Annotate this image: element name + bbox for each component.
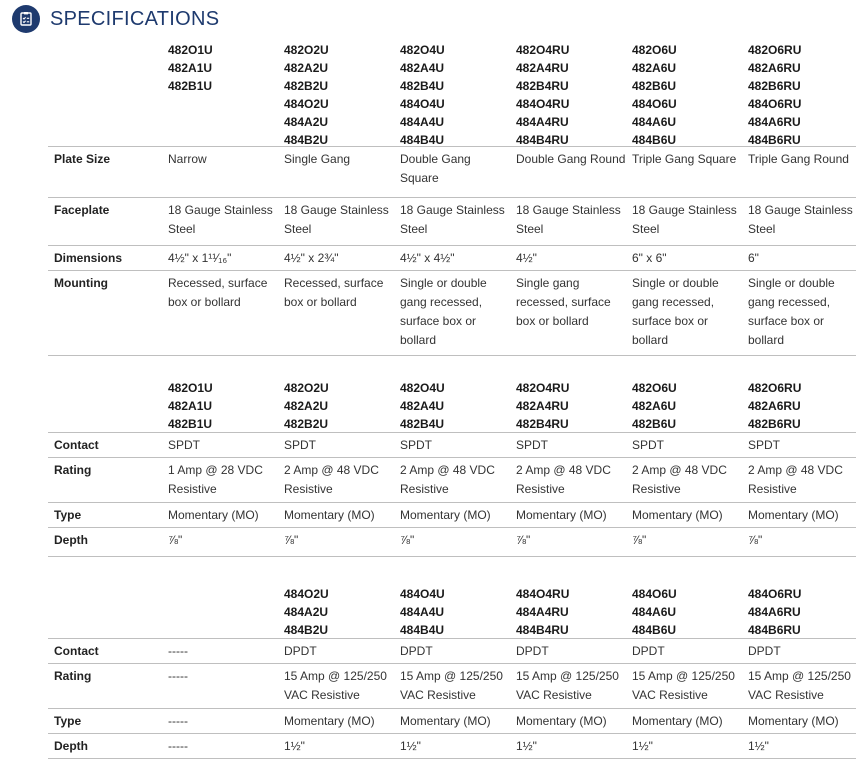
model-list (632, 582, 744, 639)
spec-value: Momentary (MO) (632, 714, 723, 728)
model-number: 484B2U (284, 623, 329, 637)
spec-value: Triple Gang Round (748, 152, 849, 166)
row-label: Depth (54, 739, 88, 753)
spec-row-contact (48, 433, 856, 458)
spec-value: 2 Amp @ 48 VDC Resistive (400, 463, 495, 496)
model-number: 484O4U (400, 97, 445, 111)
spec-value: 2 Amp @ 48 VDC Resistive (748, 463, 843, 496)
model-list (168, 376, 280, 433)
model-number: 484B6RU (748, 133, 801, 147)
model-number: 482B4RU (516, 417, 569, 431)
model-number: 482O6U (632, 43, 677, 57)
model-number: 484O6RU (748, 587, 802, 601)
model-number: 482A4RU (516, 399, 569, 413)
model-number: 482B2U (284, 79, 329, 93)
model-list (748, 582, 858, 639)
model-list (632, 38, 744, 149)
model-number: 482A6U (632, 399, 677, 413)
spec-value: Momentary (MO) (632, 508, 723, 522)
spec-value: SPDT (632, 438, 665, 452)
model-list (516, 38, 628, 149)
model-number: 484O4RU (516, 97, 570, 111)
model-number: 482B4U (400, 417, 445, 431)
model-number: 484B4U (400, 623, 445, 637)
spec-value: DPDT (400, 644, 433, 658)
spec-value: DPDT (632, 644, 665, 658)
spec-value: 4½" x 4½" (400, 251, 455, 265)
model-number: 484A4RU (516, 605, 569, 619)
model-list (748, 376, 858, 433)
spec-value: Momentary (MO) (516, 508, 607, 522)
model-number: 482O6RU (748, 381, 802, 395)
spec-value: ⅞" (400, 533, 415, 547)
model-number: 482O2U (284, 381, 329, 395)
model-number: 484O2U (284, 97, 329, 111)
row-label: Contact (54, 438, 99, 452)
spec-value: 15 Amp @ 125/250 VAC Resistive (284, 669, 387, 702)
model-number: 482A4U (400, 61, 445, 75)
model-list (284, 376, 396, 433)
spec-value: 1 Amp @ 28 VDC Resistive (168, 463, 263, 496)
spec-value: 15 Amp @ 125/250 VAC Resistive (632, 669, 735, 702)
spec-row-depth (48, 528, 856, 557)
spec-value: 4½" (516, 251, 537, 265)
model-number: 482O4U (400, 381, 445, 395)
spec-value: Momentary (MO) (400, 508, 491, 522)
spec-value: 1½" (400, 739, 421, 753)
row-label: Rating (54, 669, 92, 683)
model-number: 484B6RU (748, 623, 801, 637)
model-list (632, 376, 744, 433)
model-number: 482A4RU (516, 61, 569, 75)
spec-value: 18 Gauge Stainless Steel (748, 203, 853, 236)
spec-value: SPDT (748, 438, 781, 452)
model-number: 484A2U (284, 605, 329, 619)
model-number: 484A4U (400, 115, 445, 129)
row-label: Mounting (54, 276, 108, 290)
model-number: 484O4U (400, 587, 445, 601)
spec-value: ⅞" (632, 533, 647, 547)
spec-table-section-3 (48, 582, 856, 759)
spec-value: 4½" x 2¾" (284, 251, 339, 265)
model-list (400, 38, 512, 149)
spec-row-mounting (48, 271, 856, 356)
row-label: Faceplate (54, 203, 110, 217)
spec-row-plate-size (48, 147, 856, 198)
model-number: 484B6U (632, 623, 677, 637)
spec-value: ----- (168, 644, 188, 658)
model-number: 482A4U (400, 399, 445, 413)
specifications-header (12, 4, 219, 34)
spec-value: ----- (168, 714, 188, 728)
row-label: Type (54, 714, 82, 728)
spec-row-dimensions (48, 246, 856, 271)
spec-table-section-1 (48, 38, 856, 356)
spec-row-contact (48, 639, 856, 664)
spec-value: SPDT (400, 438, 433, 452)
model-number: 484O6RU (748, 97, 802, 111)
spec-value: Recessed, surface box or bollard (168, 276, 268, 309)
spec-value: 6" (748, 251, 759, 265)
model-number: 482O4RU (516, 381, 570, 395)
spec-row-rating (48, 664, 856, 709)
model-list (400, 376, 512, 433)
spec-value: SPDT (516, 438, 549, 452)
model-list (516, 582, 628, 639)
spec-value: 2 Amp @ 48 VDC Resistive (632, 463, 727, 496)
model-list (284, 38, 396, 149)
model-list (284, 582, 396, 639)
model-list (168, 38, 280, 95)
checklist-icon (12, 5, 40, 33)
spec-row-type (48, 709, 856, 734)
model-number: 484O4RU (516, 587, 570, 601)
spec-value: 1½" (284, 739, 305, 753)
spec-value: Momentary (MO) (748, 714, 839, 728)
model-number: 482B6RU (748, 417, 801, 431)
model-number: 484B4RU (516, 133, 569, 147)
model-header-row (48, 582, 856, 639)
model-number: 482B6RU (748, 79, 801, 93)
model-number: 482B1U (168, 417, 213, 431)
model-number: 482O1U (168, 43, 213, 57)
model-number: 482O2U (284, 43, 329, 57)
model-number: 484O6U (632, 97, 677, 111)
spec-row-depth (48, 734, 856, 759)
spec-value: Momentary (MO) (400, 714, 491, 728)
spec-value: Double Gang Square (400, 152, 471, 185)
spec-value: ⅞" (168, 533, 183, 547)
row-label: Contact (54, 644, 99, 658)
model-number: 482A6RU (748, 61, 801, 75)
spec-value: ⅞" (284, 533, 299, 547)
model-number: 482A1U (168, 61, 213, 75)
model-number: 484B2U (284, 133, 329, 147)
spec-value: 18 Gauge Stainless Steel (168, 203, 273, 236)
model-list (400, 582, 512, 639)
spec-row-type (48, 503, 856, 528)
row-label: Plate Size (54, 152, 111, 166)
model-number: 482A2U (284, 399, 329, 413)
spec-value: Momentary (MO) (284, 508, 375, 522)
spec-value: 2 Amp @ 48 VDC Resistive (516, 463, 611, 496)
model-number: 482O4U (400, 43, 445, 57)
spec-value: Momentary (MO) (748, 508, 839, 522)
model-header-row (48, 38, 856, 147)
spec-value: Recessed, surface box or bollard (284, 276, 384, 309)
row-label: Rating (54, 463, 92, 477)
model-number: 482O6U (632, 381, 677, 395)
spec-value: 2 Amp @ 48 VDC Resistive (284, 463, 379, 496)
model-number: 482O1U (168, 381, 213, 395)
spec-row-faceplate (48, 198, 856, 246)
spec-value: Momentary (MO) (284, 714, 375, 728)
spec-value: 18 Gauge Stainless Steel (516, 203, 621, 236)
spec-value: 1½" (632, 739, 653, 753)
spec-value: 15 Amp @ 125/250 VAC Resistive (748, 669, 851, 702)
model-number: 482B4RU (516, 79, 569, 93)
spec-value: 4½" x 1¹¹⁄₁₆" (168, 251, 232, 265)
model-number: 482A6RU (748, 399, 801, 413)
spec-value: Single or double gang recessed, surface box or bollard (632, 276, 719, 347)
spec-value: 15 Amp @ 125/250 VAC Resistive (400, 669, 503, 702)
model-list (748, 38, 858, 149)
spec-value: DPDT (748, 644, 781, 658)
spec-value: Double Gang Round (516, 152, 626, 166)
model-number: 482B1U (168, 79, 213, 93)
model-number: 484B4U (400, 133, 445, 147)
spec-value: 1½" (748, 739, 769, 753)
model-number: 484O6U (632, 587, 677, 601)
model-number: 482O6RU (748, 43, 802, 57)
model-number: 484A4RU (516, 115, 569, 129)
row-label: Type (54, 508, 82, 522)
model-number: 482B6U (632, 79, 677, 93)
spec-value: ⅞" (748, 533, 763, 547)
spec-value: 6" x 6" (632, 251, 667, 265)
spec-value: DPDT (284, 644, 317, 658)
model-number: 482B6U (632, 417, 677, 431)
model-number: 484A6U (632, 605, 677, 619)
spec-value: ----- (168, 739, 188, 753)
row-label: Dimensions (54, 251, 123, 265)
model-number: 482A1U (168, 399, 213, 413)
spec-value: SPDT (168, 438, 201, 452)
spec-value: Single or double gang recessed, surface box or bollard (748, 276, 835, 347)
spec-value: Single gang recessed, surface box or bollard (516, 276, 611, 328)
spec-value: SPDT (284, 438, 317, 452)
model-number: 484A6U (632, 115, 677, 129)
model-number: 482A2U (284, 61, 329, 75)
spec-value: Narrow (168, 152, 207, 166)
spec-value: Single Gang (284, 152, 351, 166)
row-label: Depth (54, 533, 88, 547)
spec-value: Triple Gang Square (632, 152, 737, 166)
spec-value: 1½" (516, 739, 537, 753)
spec-value: ----- (168, 669, 188, 683)
spec-value: Single or double gang recessed, surface box or bollard (400, 276, 487, 347)
model-number: 482O4RU (516, 43, 570, 57)
spec-value: 18 Gauge Stainless Steel (400, 203, 505, 236)
model-number: 484O2U (284, 587, 329, 601)
spec-value: 15 Amp @ 125/250 VAC Resistive (516, 669, 619, 702)
model-number: 482B2U (284, 417, 329, 431)
model-number: 484A2U (284, 115, 329, 129)
model-header-row (48, 376, 856, 433)
spec-value: Momentary (MO) (516, 714, 607, 728)
model-number: 484B4RU (516, 623, 569, 637)
model-list (516, 376, 628, 433)
model-number: 484A6RU (748, 605, 801, 619)
spec-value: DPDT (516, 644, 549, 658)
spec-value: 18 Gauge Stainless Steel (632, 203, 737, 236)
spec-row-rating (48, 458, 856, 503)
model-number: 482A6U (632, 61, 677, 75)
model-number: 482B4U (400, 79, 445, 93)
spec-table-section-2 (48, 376, 856, 557)
model-number: 484B6U (632, 133, 677, 147)
spec-value: 18 Gauge Stainless Steel (284, 203, 389, 236)
spec-value: ⅞" (516, 533, 531, 547)
spec-value: Momentary (MO) (168, 508, 259, 522)
model-number: 484A4U (400, 605, 445, 619)
model-number: 484A6RU (748, 115, 801, 129)
page-title: SPECIFICATIONS (50, 7, 220, 30)
